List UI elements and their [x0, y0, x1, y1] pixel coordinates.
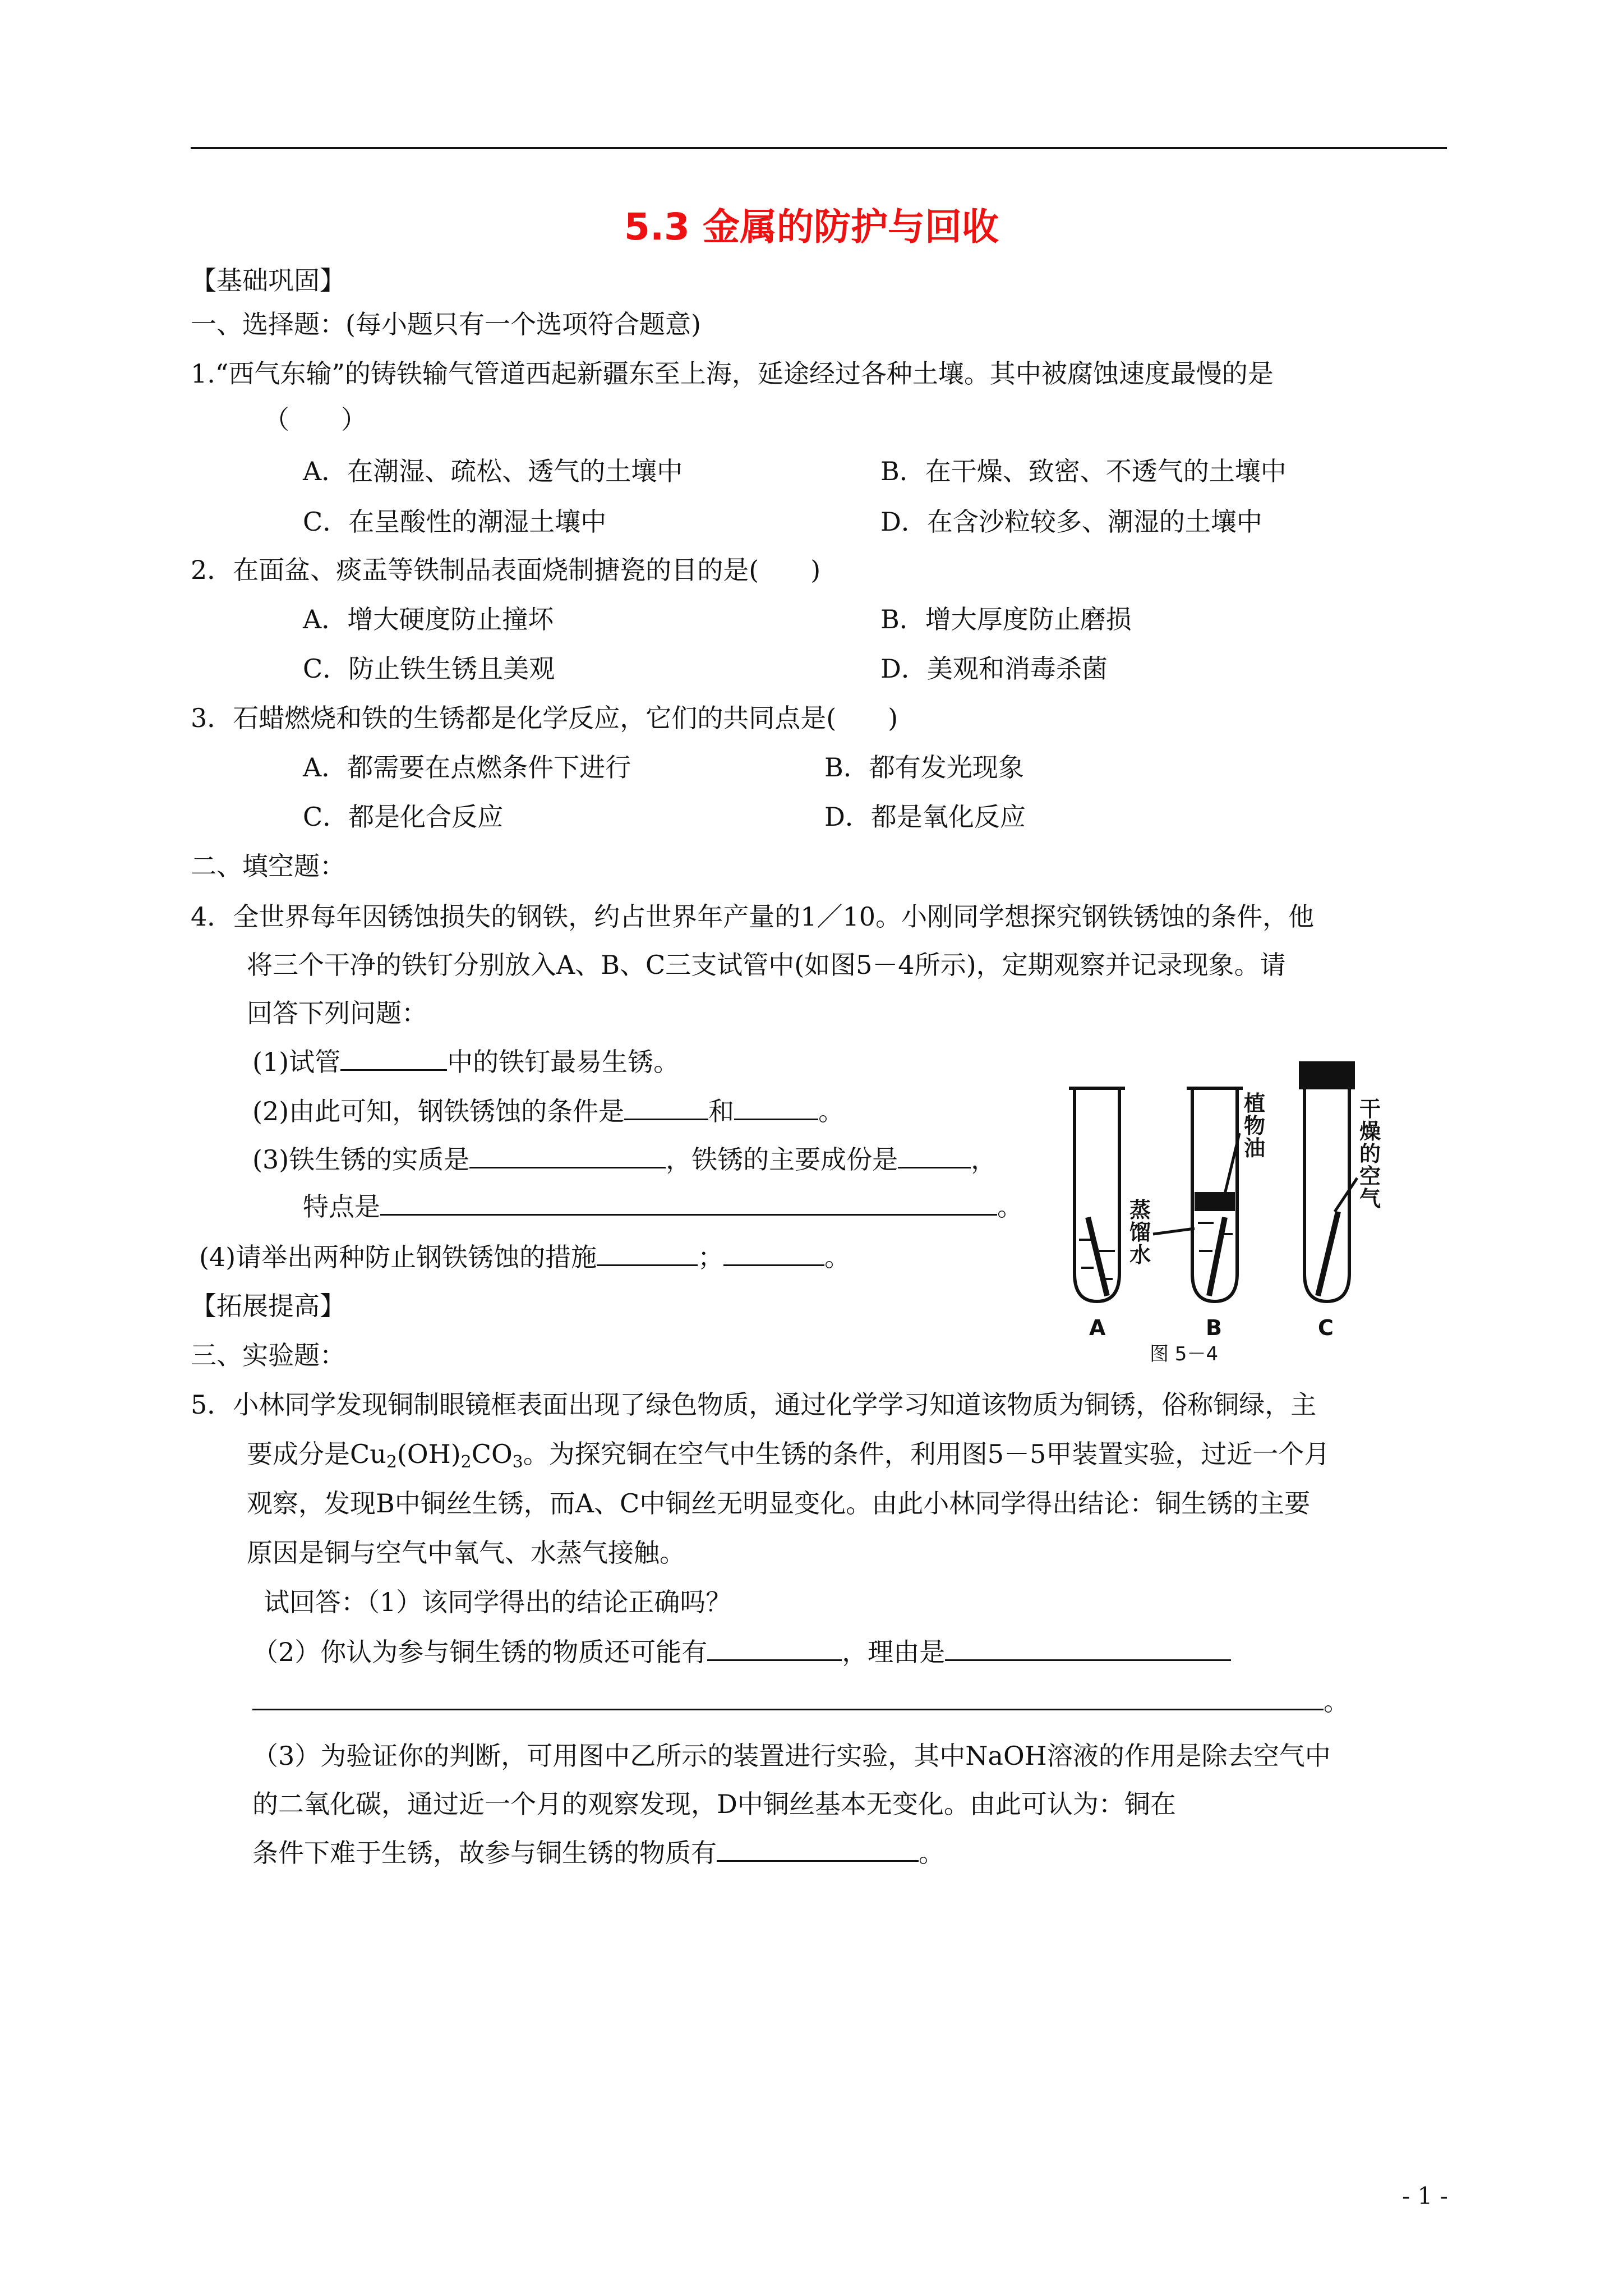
label-oil-1: 植	[1244, 1091, 1266, 1116]
q5-line2-rest: 。为探究铜在空气中生锈的条件，利用图5－5甲装置实验，过近一个月	[523, 1439, 1330, 1469]
q4-sub2-end: 。	[818, 1096, 845, 1126]
q4-sub3-mid: ，铁锈的主要成份是	[666, 1144, 898, 1175]
tube-b-water	[1198, 1223, 1233, 1251]
q5-blank-3[interactable]	[252, 1684, 1324, 1710]
q4-sub3	[252, 1142, 997, 1176]
q3-option-a: A．都需要在点燃条件下进行	[303, 752, 631, 783]
label-water-3: 水	[1129, 1243, 1151, 1267]
q2-stem: 2．在面盆、痰盂等铁制品表面烧制搪瓷的目的是( )	[191, 555, 821, 585]
q4-sub4-end: 。	[824, 1242, 851, 1272]
q5-ask1: 试回答：（1）该同学得出的结论正确吗？	[264, 1587, 732, 1617]
tube-b-oil-layer	[1195, 1192, 1235, 1211]
q5-line4: 原因是铜与空气中氧气、水蒸气接触。	[247, 1538, 685, 1568]
label-air-1: 干	[1359, 1097, 1381, 1121]
part-choice-heading: 一、选择题：(每小题只有一个选项符合题意)	[191, 309, 701, 339]
q4-sub4-text: (4)请举出两种防止钢铁锈蚀的措施	[199, 1242, 597, 1272]
q4-line2: 将三个干净的铁钉分别放入A、B、C三支试管中(如图5－4所示)，定期观察并记录现象。请	[247, 950, 1286, 980]
pointer-air	[1335, 1178, 1357, 1212]
page-number: - 1 -	[1402, 2182, 1448, 2210]
q5-line3: 观察，发现B中铜丝生锈，而A、C中铜丝无明显变化。由此小林同学得出结论：铜生锈的主要	[247, 1488, 1311, 1519]
q5-line1: 5．小林同学发现铜制眼镜框表面出现了绿色物质，通过化学学习知道该物质为铜锈，俗称铜绿，主	[191, 1389, 1317, 1420]
q5-formula-oh: (OH)	[396, 1439, 461, 1469]
label-water-2: 馏	[1129, 1220, 1151, 1245]
tube-a-nail	[1088, 1217, 1107, 1296]
q3-option-d: D．都是氧化反应	[824, 802, 1026, 832]
q5-ask3-end: 。	[919, 1838, 944, 1868]
label-air-2: 燥	[1359, 1119, 1381, 1144]
page-title: 5.3 金属的防护与回收	[624, 205, 999, 249]
tube-c-label: C	[1318, 1315, 1334, 1340]
q4-sub1-tail: 中的铁钉最易生锈。	[447, 1047, 680, 1077]
part-experiment-heading: 三、实验题：	[191, 1340, 345, 1370]
tube-b-nail	[1209, 1217, 1225, 1296]
q4-sub3-feature	[303, 1189, 1023, 1223]
q5-ask3-line3	[252, 1835, 944, 1870]
q4-sub3-feature-text: 特点是	[303, 1191, 380, 1222]
q5-ask2-text: （2）你认为参与铜生锈的物质还可能有	[252, 1637, 708, 1667]
header-rule	[191, 147, 1447, 149]
q4-sub3-comma: ，	[971, 1144, 997, 1175]
q2-option-b: B．增大厚度防止磨损	[880, 604, 1132, 634]
label-air-3: 的	[1359, 1142, 1381, 1166]
q1-paren: （ ）	[264, 404, 367, 435]
q4-blank-6[interactable]	[380, 1189, 997, 1216]
tube-c-stopper	[1299, 1061, 1355, 1089]
q4-blank-8[interactable]	[723, 1240, 824, 1266]
q5-blank-1[interactable]	[707, 1635, 842, 1661]
part-fill-heading: 二、填空题：	[191, 851, 345, 881]
q4-blank-5[interactable]	[898, 1142, 971, 1168]
q4-sub1	[252, 1045, 679, 1079]
q4-sub4-sep: ；	[698, 1242, 724, 1272]
tube-a-shape	[1075, 1088, 1119, 1301]
q2-option-c: C．防止铁生锈且美观	[303, 654, 555, 684]
q4-sub2-text: (2)由此可知，钢铁锈蚀的条件是	[252, 1096, 625, 1126]
q3-option-b: B．都有发光现象	[824, 752, 1024, 783]
q5-sub-2b: 2	[460, 1452, 472, 1472]
q5-formula-cu: 要成分是Cu	[247, 1439, 386, 1469]
tube-a-label: A	[1089, 1315, 1106, 1340]
section-basic: 【基础巩固】	[191, 265, 345, 296]
q5-formula-co: CO	[471, 1439, 513, 1469]
q4-sub3-text: (3)铁生锈的实质是	[252, 1144, 470, 1175]
q5-ask2-cont	[252, 1684, 1349, 1718]
figure-caption: 图 5－4	[1150, 1343, 1219, 1363]
q5-ask3-line2: 的二氧化碳，通过近一个月的观察发现，D中铜丝基本无变化。由此可认为：铜在	[252, 1789, 1176, 1819]
q1-option-c: C．在呈酸性的潮湿土壤中	[303, 507, 607, 537]
q3-option-c: C．都是化合反应	[303, 802, 504, 832]
label-air-4: 空	[1359, 1164, 1381, 1189]
q1-option-b: B．在干燥、致密、不透气的土壤中	[880, 456, 1287, 486]
q4-sub3-feature-end: 。	[997, 1191, 1023, 1222]
q1-option-d: D．在含沙粒较多、潮湿的土壤中	[880, 507, 1262, 537]
q5-sub-3: 3	[512, 1452, 523, 1472]
test-tube-diagram	[1054, 1049, 1469, 1363]
q5-ask3-line1: （3）为验证你的判断，可用图中乙所示的装置进行实验，其中NaOH溶液的作用是除去空气中	[252, 1741, 1331, 1771]
q4-sub2	[252, 1094, 844, 1128]
q4-blank-1[interactable]	[340, 1045, 447, 1071]
tube-c-nail	[1318, 1212, 1338, 1296]
q5-ask2	[252, 1635, 1231, 1669]
q2-option-d: D．美观和消毒杀菌	[880, 654, 1108, 684]
q1-stem: 1.“西气东输”的铸铁输气管道西起新疆东至上海，延途经过各种土壤。其中被腐蚀速度最慢的是	[191, 358, 1274, 389]
q4-sub4	[199, 1240, 850, 1274]
q3-stem: 3．石蜡燃烧和铁的生锈都是化学反应，它们的共同点是( )	[191, 703, 898, 733]
q4-line1: 4．全世界每年因锈蚀损失的钢铁，约占世界年产量的1／10。小刚同学想探究钢铁锈蚀的条件，他	[191, 901, 1315, 932]
q5-line2	[247, 1437, 1330, 1479]
q4-sub2-and: 和	[708, 1096, 735, 1126]
q5-blank-4[interactable]	[717, 1835, 919, 1862]
label-water-1: 蒸	[1129, 1198, 1151, 1222]
q5-ask2-reason: ，理由是	[842, 1637, 946, 1667]
q4-blank-3[interactable]	[734, 1094, 818, 1120]
label-oil-3: 油	[1244, 1136, 1266, 1161]
q1-option-a: A．在潮湿、疏松、透气的土壤中	[303, 456, 683, 486]
test-tube-figure	[1054, 1049, 1469, 1363]
label-air-5: 气	[1359, 1186, 1381, 1211]
pointer-water	[1153, 1228, 1195, 1234]
q2-option-a: A．增大硬度防止撞坏	[303, 604, 554, 634]
q5-ask2-end: 。	[1324, 1686, 1349, 1717]
q5-sub-2: 2	[386, 1452, 397, 1472]
label-oil-2: 物	[1244, 1114, 1266, 1138]
q5-blank-2[interactable]	[945, 1635, 1231, 1661]
q4-blank-4[interactable]	[469, 1142, 666, 1168]
q4-blank-7[interactable]	[597, 1240, 698, 1266]
q5-ask3-text: 条件下难于生锈，故参与铜生锈的物质有	[252, 1838, 717, 1868]
q4-line3: 回答下列问题：	[247, 998, 427, 1028]
q4-blank-2[interactable]	[624, 1094, 708, 1120]
section-extend: 【拓展提高】	[191, 1291, 345, 1321]
tube-b-label: B	[1206, 1315, 1222, 1340]
q4-sub1-text: (1)试管	[252, 1047, 341, 1077]
